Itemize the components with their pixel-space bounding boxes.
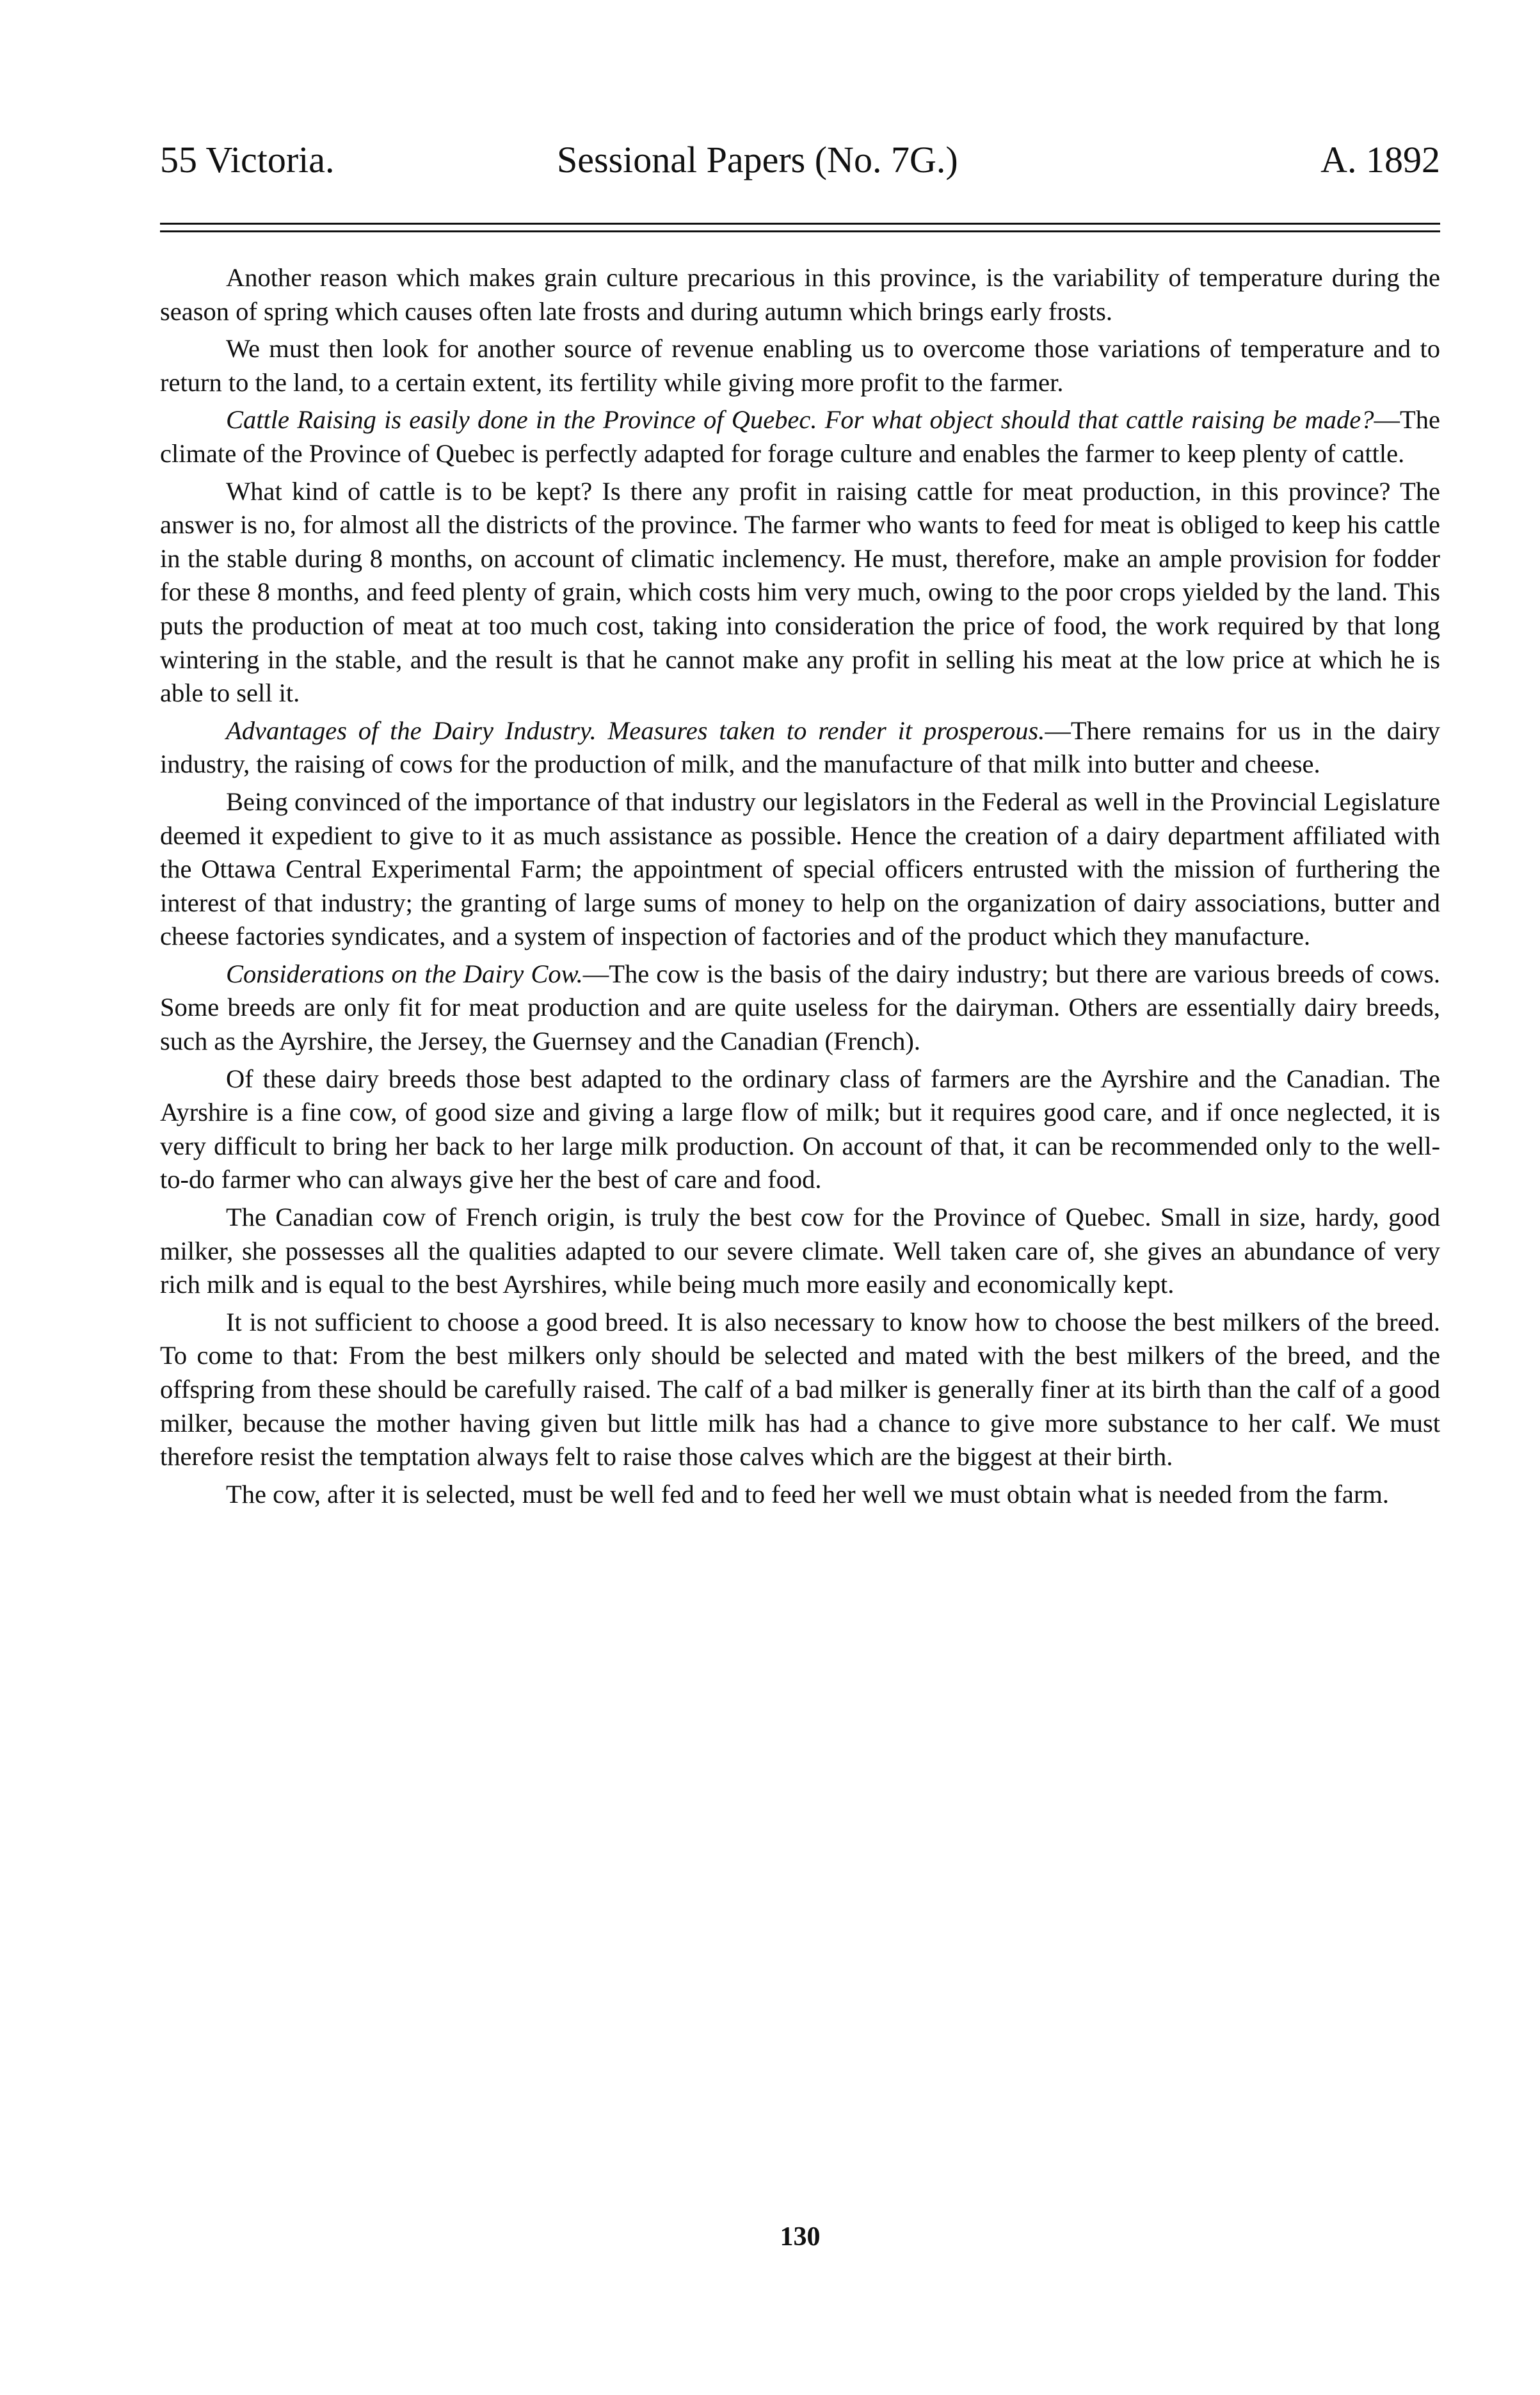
page-number: 130 xyxy=(780,2222,821,2252)
paragraph-text: Of these dairy breeds those best adapted to the ordinary class of farmers are the Ayrshire and the Canadian. The Ayrshire is a fine cow, of good size and giving a large flow of milk; but it requires good care, and if once neglected, it is very difficult to bring her back to her large milk production. On account of that, it can be recommended only to the well-to-do farmer who can always give her the best of care and food. xyxy=(160,1064,1440,1194)
paragraph-text: It is not sufficient to choose a good breed. It is also necessary to know how to choose the best milkers of the breed. To come to that: From the best milkers only should be selected and mated with the best milkers of the breed, and the offspring from these should be carefully raised. The calf of a bad milker is generally finer at its birth than the calf of a good milker, because the mother having given but little milk has had a chance to give more substance to her calf. We must therefore resist the temptation always felt to raise those calves which are the biggest at their birth. xyxy=(160,1307,1440,1471)
paragraph xyxy=(160,714,1440,781)
section-heading: Considerations on the Dairy Cow. xyxy=(226,959,583,988)
header-rule-top xyxy=(160,223,1440,225)
paragraph xyxy=(160,1201,1440,1302)
paragraph xyxy=(160,261,1440,328)
paragraph xyxy=(160,957,1440,1059)
paragraph xyxy=(160,475,1440,710)
paragraph-text: We must then look for another source of revenue enabling us to overcome those variations of temperature and to return to the land, to a certain extent, its fertility while giving more profit to the farmer. xyxy=(160,334,1440,397)
paragraph-text: —There remains for us in the dairy industry, the raising of cows for the production of milk, and the manufacture of that milk into butter and cheese. xyxy=(160,716,1441,779)
paragraph-text: Another reason which makes grain culture precarious in this province, is the variability of temperature during the season of spring which causes often late frosts and during autumn which brings early frosts. xyxy=(160,263,1440,326)
paragraph xyxy=(160,1478,1440,1512)
section-heading: Advantages of the Dairy Industry. Measures taken to render it prosperous. xyxy=(226,716,1045,745)
paragraph-text: What kind of cattle is to be kept? Is there any profit in raising cattle for meat production, in this province? The answer is no, for almost all the districts of the province. The farmer who wants to feed for meat is obliged to keep his cattle in the stable during 8 months, on account of climatic inclemency. He must, therefore, make an ample provision for fodder for these 8 months, and feed plenty of grain, which costs him very much, owing to the poor crops yielded by the land. This puts the production of meat at too much cost, taking into consideration the price of food, the work required by that long wintering in the stable, and the result is that he cannot make any profit in selling his meat at the low price at which he is able to sell it. xyxy=(160,476,1440,708)
paragraph xyxy=(160,1306,1440,1474)
section-heading: Cattle Raising is easily done in the Province of Quebec. For what object should that cattle raising be made? xyxy=(226,405,1374,435)
paragraph-text: —The climate of the Province of Quebec is perfectly adapted for forage culture and enables the farmer to keep plenty of cattle. xyxy=(160,405,1440,468)
paragraph-text: The Canadian cow of French origin, is truly the best cow for the Province of Quebec. Small in size, hardy, good milker, she possesses all the qualities adapted to our severe climate. Well taken care of, she gives an abundance of very rich milk and is equal to the best Ayrshires, while being much more easily and economically kept. xyxy=(160,1203,1440,1299)
paragraph-text: The cow, after it is selected, must be well fed and to feed her well we must obtain what is needed from the farm. xyxy=(226,1479,1390,1509)
header-publication: Sessional Papers (No. 7G.) xyxy=(557,139,958,180)
running-head xyxy=(160,131,1440,189)
paragraph xyxy=(160,1062,1440,1197)
header-year: A. 1892 xyxy=(1320,139,1440,180)
header-rule-bottom xyxy=(160,230,1440,232)
body-text xyxy=(160,261,1440,1511)
header-volume: 55 Victoria. xyxy=(160,139,335,180)
paragraph xyxy=(160,785,1440,954)
paragraph xyxy=(160,403,1440,470)
paragraph-text: —The cow is the basis of the dairy industry; but there are various breeds of cows. Some breeds are only fit for meat production and are quite useless for the dairyman. Others are essentially dairy breeds, such as the Ayrshire, the Jersey, the Guernsey and the Canadian (French). xyxy=(160,959,1440,1056)
paragraph xyxy=(160,332,1440,399)
paragraph-text: Being convinced of the importance of that industry our legislators in the Federal as well in the Provincial Legislature deemed it expedient to give to it as much assistance as possible. Hence the creation of a dairy department affiliated with the Ottawa Central Experimental Farm; the appointment of special officers entrusted with the mission of furthering the interest of that industry; the granting of large sums of money to help on the organization of dairy associations, butter and cheese factories syndicates, and a system of inspection of factories and of the product which they manufacture. xyxy=(160,787,1440,951)
